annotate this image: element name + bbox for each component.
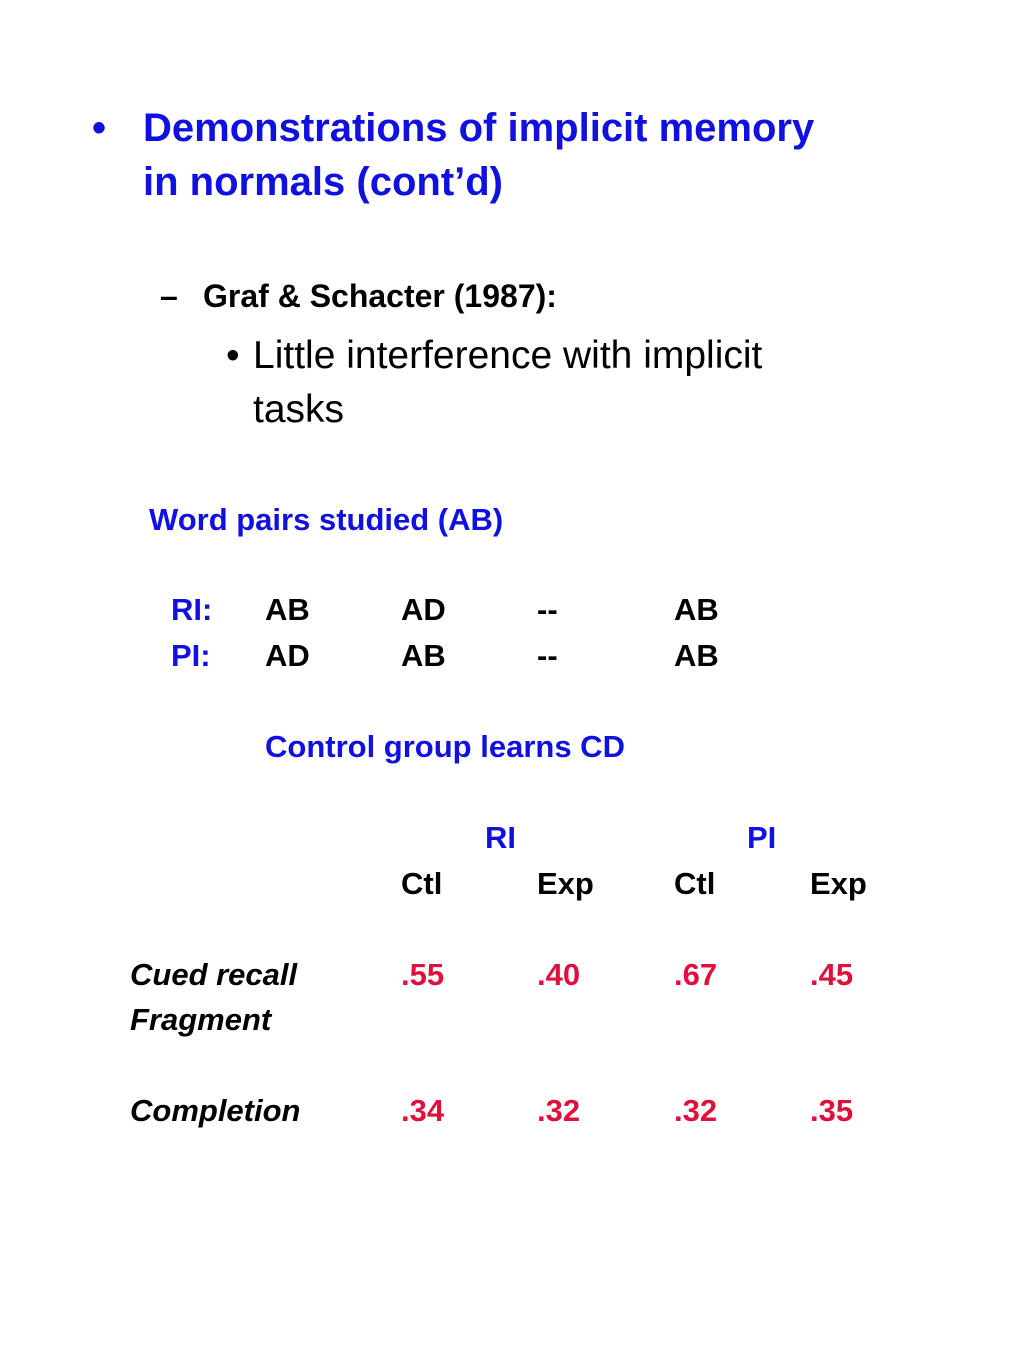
column-header: Exp (537, 866, 594, 901)
value-cell: .67 (674, 957, 718, 992)
group-header-pi: PI (747, 820, 777, 855)
value-cell: .55 (401, 957, 445, 992)
value-cell: .35 (810, 1093, 854, 1128)
control-note: Control group learns CD (265, 729, 625, 764)
column-header: Ctl (401, 866, 443, 901)
design-cell: AB (265, 592, 310, 627)
design-row-label: PI: (171, 638, 211, 673)
citation: Graf & Schacter (1987): (203, 278, 557, 314)
title-line-2: in normals (cont’d) (143, 160, 503, 204)
dash-marker: – (160, 278, 178, 314)
value-cell: .40 (537, 957, 581, 992)
value-cell: .32 (537, 1093, 581, 1128)
sub-bullet-marker: • (226, 334, 240, 377)
column-header: Ctl (674, 866, 716, 901)
finding-line-1: Little interference with implicit (253, 334, 763, 377)
row-label-fragment: Fragment (130, 1002, 272, 1037)
design-heading: Word pairs studied (AB) (149, 502, 504, 537)
design-cell: AD (401, 592, 446, 627)
row-label-completion: Completion (130, 1093, 301, 1128)
row-label-cued-recall: Cued recall (130, 957, 298, 992)
design-cell: -- (537, 638, 558, 673)
design-row-label: RI: (171, 592, 213, 627)
title-line-1: Demonstrations of implicit memory (143, 106, 815, 150)
column-header: Exp (810, 866, 867, 901)
bullet-marker: • (92, 106, 107, 150)
design-cell: AB (401, 638, 446, 673)
design-cell: -- (537, 592, 558, 627)
design-cell: AD (265, 638, 310, 673)
design-cell: AB (674, 592, 719, 627)
group-header-ri: RI (485, 820, 516, 855)
finding-line-2: tasks (253, 388, 345, 431)
value-cell: .45 (810, 957, 854, 992)
design-cell: AB (674, 638, 719, 673)
value-cell: .32 (674, 1093, 718, 1128)
value-cell: .34 (401, 1093, 445, 1128)
